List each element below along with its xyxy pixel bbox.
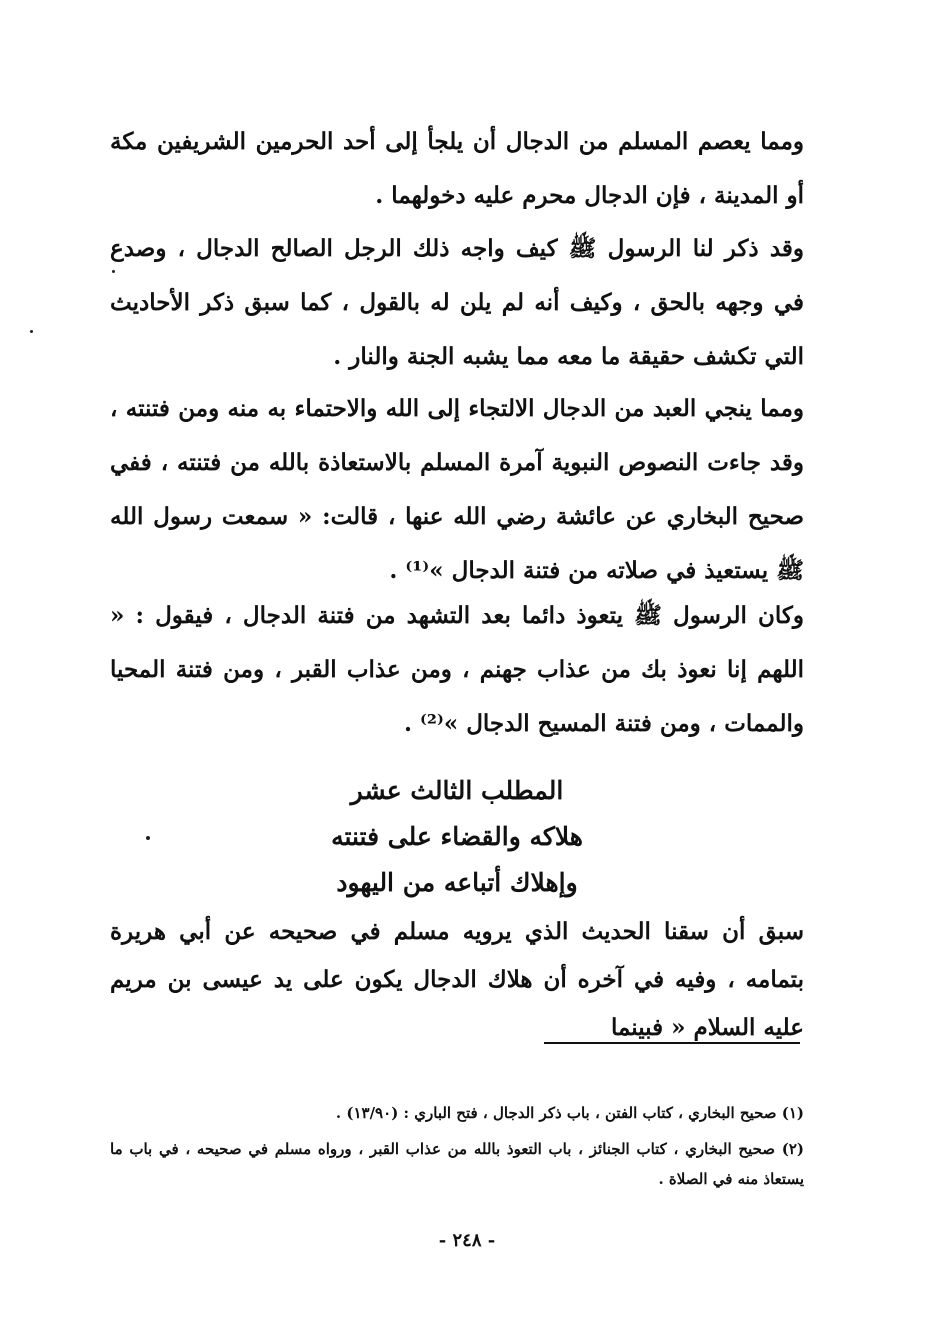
page-number: - ٢٤٨ - [438, 1230, 496, 1251]
paragraph-4: وكان الرسول ﷺ يتعوذ دائما بعد التشهد من فتنة الدجال ، فيقول : « اللهم إنا نعوذ بك من عذاب جهنم ، ومن عذاب القبر ، ومن فتنة المحيا والممات ، ومن فتنة المسيح الدجال »⁽²⁾ . [110, 602, 804, 737]
footnote-1: (١) صحيح البخاري ، كتاب الفتن ، باب ذكر الدجال ، فتح الباري : (١٣/٩٠) . [335, 1104, 804, 1122]
section-title-line-2: هلاكه والقضاء على فتنته [331, 822, 583, 851]
scan-speck [146, 836, 150, 840]
paragraph-2: وقد ذكر لنا الرسول ﷺ كيف واجه ذلك الرجل الصالح الدجال ، وصدع في وجهه بالحق ، وكيف أنه لم يلن له بالقول ، كما سبق ذكر الأحاديث التي تكشف حقيقة ما معه مما يشبه الجنة والنار . [110, 235, 804, 370]
footnote-2: (٢) صحيح البخاري ، كتاب الجنائز ، باب التعوذ بالله من عذاب القبر ، ورواه مسلم في صحيحه ، في باب ما يستعاذ منه في الصلاة . [110, 1140, 804, 1188]
footnote-divider [544, 1042, 800, 1044]
section-title-line-1: المطلب الثالث عشر [350, 776, 564, 805]
scan-speck [30, 330, 33, 333]
section-paragraph: سبق أن سقنا الحديث الذي يرويه مسلم في صحيحه عن أبي هريرة بتمامه ، وفيه في آخره أن هلاك الدجال يكون على يد عيسى بن مريم عليه السلام « فبينما [110, 918, 804, 1041]
scan-speck [112, 270, 115, 273]
section-title-line-3: وإهلاك أتباعه من اليهود [336, 868, 578, 897]
paragraph-3: ومما ينجي العبد من الدجال الالتجاء إلى الله والاحتماء به منه ومن فتنته ، وقد جاءت النصوص النبوية آمرة المسلم بالاستعاذة بالله من فتنته ، ففي صحيح البخاري عن عائشة رضي الله عنها ، قالت: « سمعت رسول الله ﷺ يستعيذ في صلاته من فتنة الدجال »⁽¹⁾ . [110, 395, 804, 584]
paragraph-1: ومما يعصم المسلم من الدجال أن يلجأ إلى أحد الحرمين الشريفين مكة أو المدينة ، فإن الدجال محرم عليه دخولهما . [110, 128, 804, 209]
